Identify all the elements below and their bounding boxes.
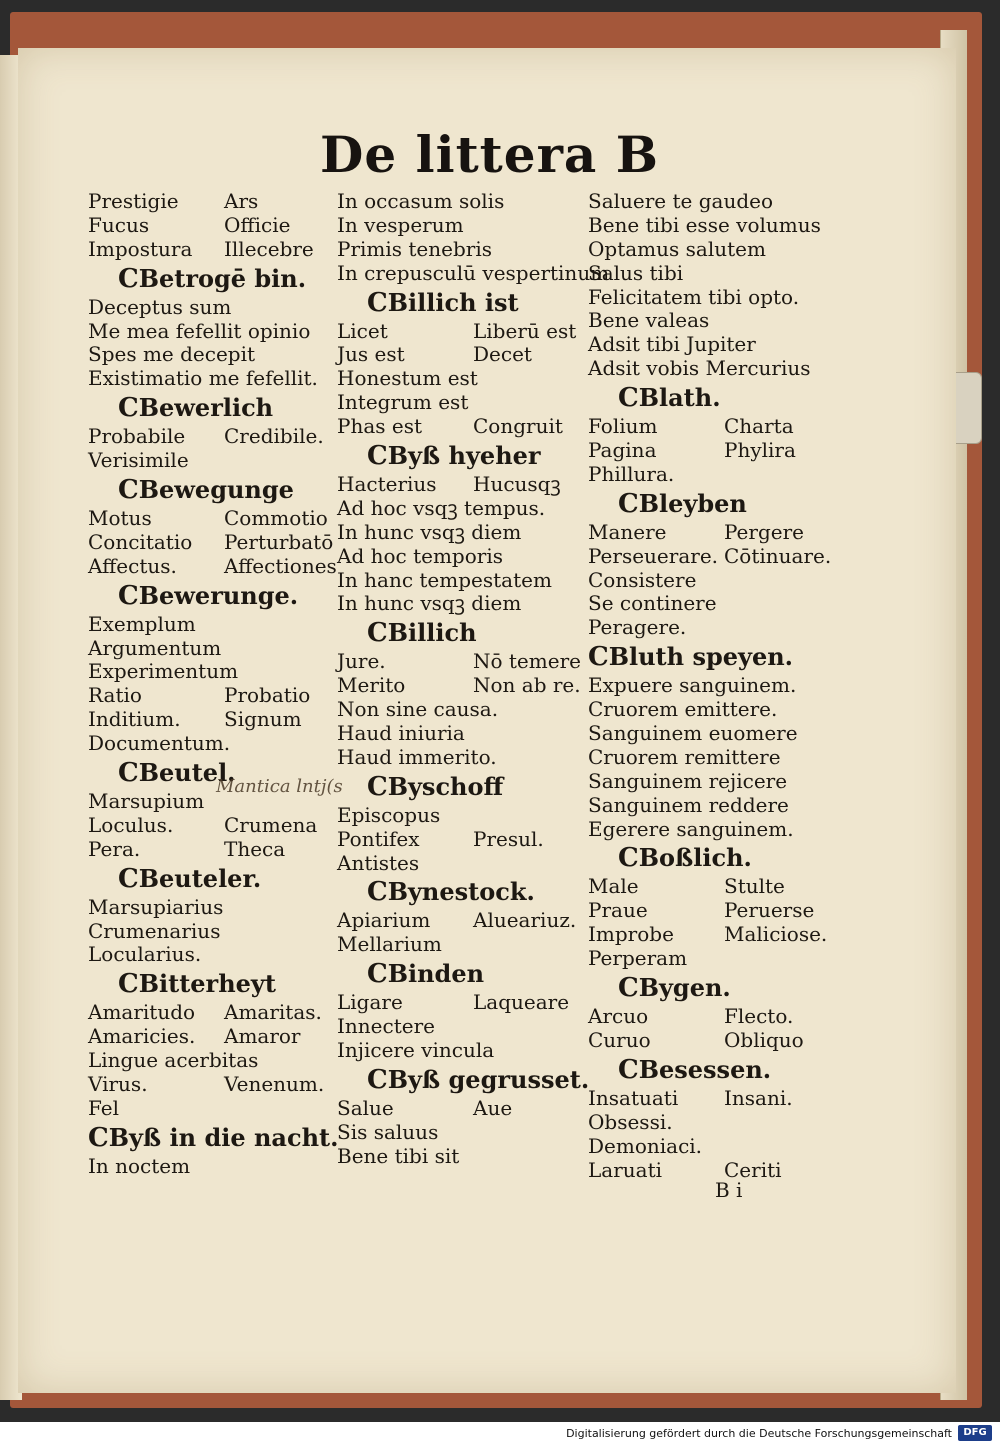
section-heading-text: Byß in die nacht. [108, 1122, 339, 1152]
entry-term: Haud iniuria [337, 721, 465, 746]
pilcrow-icon: C [367, 618, 388, 649]
pilcrow-icon: C [367, 441, 388, 472]
section-heading-text: Binden [387, 959, 485, 989]
entry-term: Saluere te gaudeo [588, 189, 774, 213]
entry-term-2: Signum [224, 707, 302, 732]
entry-term: Exemplum [88, 611, 196, 636]
entry-term-2: Ceriti [724, 1157, 782, 1182]
entry-term-2: Flecto. [724, 1004, 794, 1029]
entry-term: Mellarium [337, 932, 442, 957]
entry-term: Adsit tibi Jupiter [588, 332, 756, 357]
column-2 [337, 189, 610, 1169]
entry-term: Jus est [337, 342, 405, 367]
entry-row [88, 529, 334, 555]
entry-term: Merito [337, 673, 406, 698]
entry-term-2: Alueariuz. [473, 908, 577, 933]
entry-row [88, 190, 328, 214]
entry-term-2: Laqueare [473, 990, 570, 1015]
dfg-logo-icon: DFG [958, 1425, 992, 1441]
entry-term: In occasum solis [337, 189, 505, 213]
entry-term: Phas est [337, 414, 423, 439]
section-heading-text: Beuteler. [138, 863, 262, 893]
entry-term-2: Perturbatō [224, 529, 334, 554]
entry-term-2: Presul. [473, 826, 544, 851]
entry-term: Fucus [88, 212, 150, 237]
entry-term: Hacterius [337, 472, 437, 497]
entry-term: Verisimile [88, 448, 189, 473]
entry-term-2: Affectiones [224, 553, 337, 578]
entry-row [588, 545, 833, 569]
entry-term: Affectus. [88, 553, 177, 578]
section-heading-text: Byschoff [387, 771, 504, 801]
entry-row [88, 920, 328, 944]
signature-mark: B i [715, 1178, 743, 1202]
section-heading [588, 640, 833, 674]
entry-term: Licet [337, 318, 388, 343]
entry-term: In vesperum [337, 212, 464, 237]
section-heading [88, 473, 328, 507]
section-heading-text: Billich ist [387, 287, 519, 317]
entry-row [88, 660, 328, 684]
entry-row [337, 1097, 582, 1121]
entry-row [88, 943, 328, 967]
entry-row [337, 545, 582, 569]
entry-row [337, 1145, 582, 1169]
entry-row [88, 637, 328, 661]
entry-term: Expuere sanguinem. [588, 673, 797, 698]
entry-term: In hanc tempestatem [337, 567, 552, 592]
entry-row [588, 770, 833, 794]
section-heading-text: Byß gegrusset. [387, 1064, 590, 1094]
entry-term: Sanguinem reddere [588, 792, 789, 817]
entry-term-2: Amaritas. [224, 1000, 322, 1025]
entry-row [588, 592, 833, 616]
section-heading [337, 286, 582, 320]
entry-term: Adsit vobis Mercurius [588, 356, 811, 381]
entry-term-2: Pergere [724, 519, 804, 544]
entry-row [588, 746, 833, 770]
entry-row [88, 1001, 328, 1025]
entry-term: Non sine causa. [337, 697, 499, 722]
entry-term: Motus [88, 506, 152, 531]
entry-term: Haud immerito. [337, 744, 497, 769]
entry-row [337, 1121, 582, 1145]
entry-row [588, 1159, 833, 1183]
entry-row [337, 343, 582, 367]
entry-row [88, 613, 328, 637]
entry-term-2: Charta [724, 414, 794, 439]
entry-term-2: Commotio [224, 506, 328, 531]
entry-row [588, 1005, 833, 1029]
section-heading-text: Bleyben [638, 488, 747, 518]
entry-term: Folium [588, 414, 658, 439]
entry-term: Marsupiarius [88, 894, 224, 919]
entry-term-2: Peruerse [724, 898, 815, 923]
entry-term-2: Amaror [224, 1024, 301, 1049]
entry-term: Cruorem emittere. [588, 697, 778, 722]
section-heading [588, 1053, 833, 1087]
entry-row [88, 296, 328, 320]
entry-term: Antistes [337, 850, 420, 875]
entry-row [588, 521, 833, 545]
page-heading: De littera B [320, 125, 659, 184]
entry-row [588, 818, 833, 842]
entry-term: Documentum. [88, 731, 231, 756]
entry-term: Prestigie [88, 189, 179, 213]
pilcrow-icon: C [88, 1122, 109, 1153]
entry-row [88, 238, 328, 262]
entry-row [337, 521, 582, 545]
entry-row [88, 1025, 328, 1049]
entry-term-2: Cōtinuare. [724, 543, 832, 568]
handwritten-annotation: Mantica lntj(s [216, 776, 343, 797]
entry-row [588, 1111, 833, 1135]
entry-term: Fel [88, 1095, 120, 1120]
pilcrow-icon: C [118, 758, 139, 789]
entry-row [337, 852, 582, 876]
entry-row [337, 909, 582, 933]
section-heading [337, 439, 582, 473]
entry-term-2: Ars [224, 189, 259, 213]
entry-row [337, 367, 582, 391]
entry-row [337, 650, 582, 674]
entry-term: Perseuerare. [588, 543, 719, 568]
entry-row [88, 343, 328, 367]
section-heading-text: Betrogē bin. [138, 263, 307, 293]
entry-term: Bene tibi sit [337, 1143, 460, 1168]
entry-term-2: Officie [224, 212, 291, 237]
pilcrow-icon: C [367, 287, 388, 318]
entry-term: Amaricies. [88, 1024, 196, 1049]
entry-term: Experimentum [88, 659, 239, 684]
entry-row [88, 1097, 328, 1121]
section-heading [588, 841, 833, 875]
section-heading [337, 770, 582, 804]
entry-term: Jure. [337, 649, 386, 674]
pilcrow-icon: C [118, 263, 139, 294]
entry-term: Salue [337, 1095, 394, 1120]
entry-row [337, 698, 582, 722]
footer-credit: Digitalisierung gefördert durch die Deutsche Forschungsgemeinschaft [566, 1427, 952, 1440]
entry-row [337, 569, 582, 593]
entry-term-2: Probatio [224, 683, 311, 708]
entry-term: Obsessi. [588, 1109, 673, 1134]
entry-term: Phillura. [588, 461, 675, 486]
entry-row [588, 238, 833, 262]
section-heading [88, 862, 328, 896]
entry-term: Improbe [588, 922, 674, 947]
entry-row [337, 415, 582, 439]
entry-term: Concitatio [88, 529, 193, 554]
entry-term: Insatuati [588, 1085, 679, 1110]
pilcrow-icon: C [618, 843, 639, 874]
entry-row [337, 1039, 582, 1063]
entry-row [337, 260, 610, 286]
pilcrow-icon: C [367, 771, 388, 802]
entry-term: Praue [588, 898, 648, 923]
entry-term-2: Illecebre [224, 236, 314, 261]
entry-row [88, 1049, 328, 1073]
entry-term: Pagina [588, 438, 657, 463]
section-heading-text: Bewegunge [138, 475, 294, 505]
entry-row [588, 794, 833, 818]
entry-term-2: Theca [224, 836, 286, 861]
entry-row [88, 684, 328, 708]
entry-row [337, 674, 582, 698]
entry-term: In hunc vsqꝫ diem [337, 519, 522, 544]
section-heading [88, 391, 328, 425]
entry-term-2: Hucusqꝫ [473, 472, 561, 497]
entry-term-2: Obliquo [724, 1027, 804, 1052]
entry-term: In noctem [88, 1153, 191, 1178]
entry-term-2: Liberū est [473, 318, 577, 343]
entry-term: Argumentum [88, 635, 222, 660]
entry-row [588, 875, 833, 899]
entry-row [88, 320, 328, 344]
entry-row [337, 391, 582, 415]
entry-row [588, 439, 833, 463]
pilcrow-icon: C [118, 863, 139, 894]
entry-term-2: Nō temere [473, 649, 581, 674]
entry-term: Inditium. [88, 707, 181, 732]
section-heading-text: Bynestock. [387, 877, 535, 907]
section-heading [588, 971, 833, 1005]
section-heading [88, 579, 328, 613]
entry-term-2: Crumena [224, 812, 318, 837]
entry-row [588, 357, 833, 381]
entry-row [337, 190, 582, 214]
section-heading-text: Blath. [638, 383, 721, 413]
entry-term-2: Credibile. [224, 424, 324, 449]
entry-row [588, 722, 833, 746]
entry-row [337, 804, 582, 828]
entry-row [588, 1135, 833, 1159]
entry-row [88, 1155, 328, 1179]
entry-term: Deceptus sum [88, 294, 232, 319]
entry-term: Primis tenebris [337, 236, 493, 261]
entry-term: Integrum est [337, 390, 469, 415]
pilcrow-icon: C [367, 877, 388, 908]
entry-term: Pontifex [337, 826, 420, 851]
entry-term: Innectere [337, 1014, 435, 1039]
pilcrow-icon: C [118, 475, 139, 506]
entry-term-2: Decet [473, 342, 532, 367]
section-heading-text: Besessen. [638, 1054, 772, 1084]
entry-term: Virus. [88, 1072, 148, 1097]
section-heading-text: Bitterheyt [138, 969, 276, 999]
entry-term: Impostura [88, 236, 193, 261]
section-heading-text: Billich [387, 618, 477, 648]
entry-term-2: Insani. [724, 1085, 793, 1110]
entry-row [88, 425, 328, 449]
footer-bar [0, 1422, 1000, 1447]
section-heading-text: Boßlich. [638, 843, 752, 873]
pilcrow-icon: C [367, 1064, 388, 1095]
section-heading [337, 616, 582, 650]
entry-term: Cruorem remittere [588, 744, 781, 769]
entry-term: Ad hoc temporis [337, 543, 503, 568]
entry-term: Male [588, 874, 639, 899]
section-heading [337, 875, 582, 909]
entry-term-2: Aue [473, 1095, 513, 1120]
entry-row [588, 286, 833, 310]
entry-row [337, 1015, 582, 1039]
section-heading-text: Bewerlich [138, 393, 274, 423]
entry-term-2: Congruit [473, 414, 563, 439]
entry-row [588, 569, 833, 593]
entry-row [588, 1087, 833, 1111]
pilcrow-icon: C [618, 973, 639, 1004]
entry-row [337, 214, 582, 238]
entry-row [588, 899, 833, 923]
entry-row [588, 214, 833, 238]
entry-row [588, 262, 833, 286]
section-heading [588, 487, 833, 521]
entry-term: Probabile [88, 424, 186, 449]
entry-row [588, 1029, 833, 1053]
entry-row [88, 814, 328, 838]
entry-term: Se continere [588, 591, 717, 616]
section-heading-text: Beutel. [138, 758, 236, 788]
entry-term: Locularius. [88, 942, 202, 967]
entry-term: Curuo [588, 1027, 651, 1052]
entry-row [588, 463, 833, 487]
entry-term: Me mea fefellit opinio [88, 318, 311, 343]
entry-term: Salus tibi [588, 260, 684, 285]
entry-row [88, 732, 328, 756]
entry-row [588, 309, 833, 333]
entry-row [337, 473, 582, 497]
entry-term: Lingue acerbitas [88, 1048, 259, 1073]
pilcrow-icon: C [118, 580, 139, 611]
entry-row [588, 415, 833, 439]
section-heading-text: Bygen. [638, 973, 731, 1003]
entry-term: Apiarium [337, 908, 431, 933]
entry-row [337, 828, 582, 852]
entry-row [588, 616, 833, 640]
pilcrow-icon: C [618, 383, 639, 414]
entry-term: Pera. [88, 836, 141, 861]
entry-term: Crumenarius [88, 918, 221, 943]
entry-row [88, 838, 328, 862]
entry-term: Ad hoc vsqꝫ tempus. [337, 495, 546, 520]
column-3 [588, 190, 833, 1182]
entry-row [88, 1073, 328, 1097]
entry-row [337, 592, 582, 616]
entry-row [337, 991, 582, 1015]
entry-row [588, 698, 833, 722]
section-heading [588, 381, 833, 415]
entry-row [588, 947, 833, 971]
entry-term: In hunc vsqꝫ diem [337, 591, 522, 616]
entry-row [337, 497, 582, 521]
section-heading-text: Bewerunge. [138, 580, 299, 610]
entry-row [588, 190, 833, 214]
entry-row [337, 238, 582, 262]
entry-term: Sis saluus [337, 1119, 439, 1144]
entry-term-2: Maliciose. [724, 922, 828, 947]
section-heading [337, 1063, 590, 1097]
column-1 [88, 189, 339, 1179]
entry-row [588, 674, 833, 698]
entry-term: Bene valeas [588, 308, 710, 333]
entry-term: Marsupium [88, 789, 205, 814]
pilcrow-icon: C [367, 959, 388, 990]
entry-term: Manere [588, 519, 667, 544]
entry-term: Existimatio me fefellit. [88, 366, 318, 391]
entry-term: Episcopus [337, 802, 441, 827]
entry-row [88, 553, 337, 579]
entry-term: In crepusculū vespertinum [337, 260, 610, 285]
entry-term: Sanguinem rejicere [588, 768, 788, 793]
entry-term: Peragere. [588, 615, 687, 640]
entry-term: Demoniaci. [588, 1133, 703, 1158]
entry-term: Sanguinem euomere [588, 721, 798, 746]
entry-term: Honestum est [337, 366, 478, 391]
entry-term: Loculus. [88, 812, 174, 837]
entry-term: Ratio [88, 683, 142, 708]
entry-term: Amaritudo [88, 1000, 196, 1025]
entry-term: Injicere vincula [337, 1038, 495, 1063]
entry-term-2: Non ab re. [473, 673, 581, 698]
entry-row [88, 507, 328, 531]
entry-term-2: Stulte [724, 874, 785, 899]
entry-row [337, 320, 582, 344]
pilcrow-icon: C [588, 642, 609, 673]
pilcrow-icon: C [618, 488, 639, 519]
entry-term: Laruati [588, 1157, 663, 1182]
section-heading [337, 957, 582, 991]
entry-row [88, 896, 328, 920]
entry-term: Consistere [588, 567, 697, 592]
entry-term: Ligare [337, 990, 403, 1015]
section-heading [88, 262, 328, 296]
entry-term: Felicitatem tibi opto. [588, 284, 800, 309]
entry-term: Perperam [588, 946, 688, 971]
entry-term: Egerere sanguinem. [588, 816, 794, 841]
pilcrow-icon: C [118, 969, 139, 1000]
entry-row [337, 933, 582, 957]
entry-term: Bene tibi esse volumus [588, 212, 821, 237]
pilcrow-icon: C [618, 1054, 639, 1085]
section-heading [88, 967, 328, 1001]
section-heading [88, 1121, 339, 1155]
entry-row [337, 722, 582, 746]
entry-term-2: Phylira [724, 438, 796, 463]
entry-row [88, 449, 328, 473]
section-heading-text: Byß hyeher [387, 441, 541, 471]
entry-term: Arcuo [588, 1004, 649, 1029]
entry-term-2: Venenum. [224, 1072, 325, 1097]
entry-row [88, 367, 328, 391]
entry-row [337, 746, 582, 770]
entry-row [588, 923, 833, 947]
pilcrow-icon: C [118, 393, 139, 424]
entry-row [88, 708, 328, 732]
entry-term: Optamus salutem [588, 236, 766, 261]
section-heading-text: Bluth speyen. [608, 642, 794, 672]
entry-row [88, 214, 328, 238]
entry-row [588, 333, 833, 357]
entry-term: Spes me decepit [88, 342, 256, 367]
